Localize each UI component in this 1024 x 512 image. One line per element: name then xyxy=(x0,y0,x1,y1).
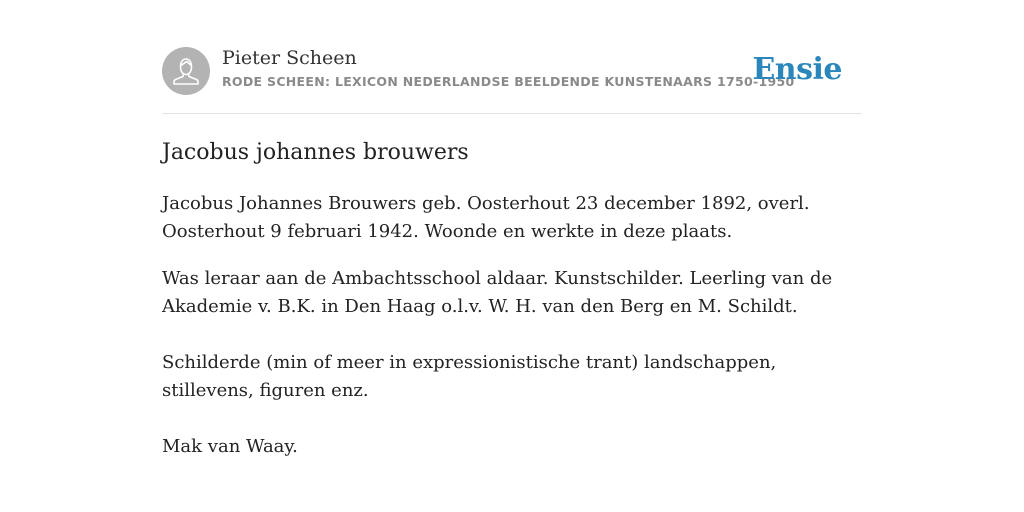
article-card xyxy=(162,0,862,512)
article-paragraph: Schilderde (min of meer in expressionistische trant) landschappen, stillevens, figuren enz. xyxy=(162,352,777,401)
source-title[interactable]: RODE SCHEEN: LEXICON NEDERLANDSE BEELDENDE KUNSTENAARS 1750-1950 xyxy=(222,74,795,89)
article-body xyxy=(162,190,862,461)
header-divider xyxy=(162,113,862,114)
article-header xyxy=(162,46,862,96)
article-title: Jacobus johannes brouwers xyxy=(162,140,469,165)
user-silhouette-icon xyxy=(162,47,210,95)
author-avatar[interactable] xyxy=(162,47,210,95)
article-paragraph: Mak van Waay. xyxy=(162,436,298,457)
article-paragraph: Jacobus Johannes Brouwers geb. Oosterhout 23 december 1892, overl. Oosterhout 9 februari 1942. Woonde en werkte in deze plaats. xyxy=(162,193,810,242)
ensie-logo[interactable]: Ensie xyxy=(752,52,842,87)
article-paragraph: Was leraar aan de Ambachtsschool aldaar. Kunstschilder. Leerling van de Akademie v. B.K. in Den Haag o.l.v. W. H. van den Berg en M. Schildt. xyxy=(162,268,833,317)
author-name[interactable]: Pieter Scheen xyxy=(222,47,357,69)
